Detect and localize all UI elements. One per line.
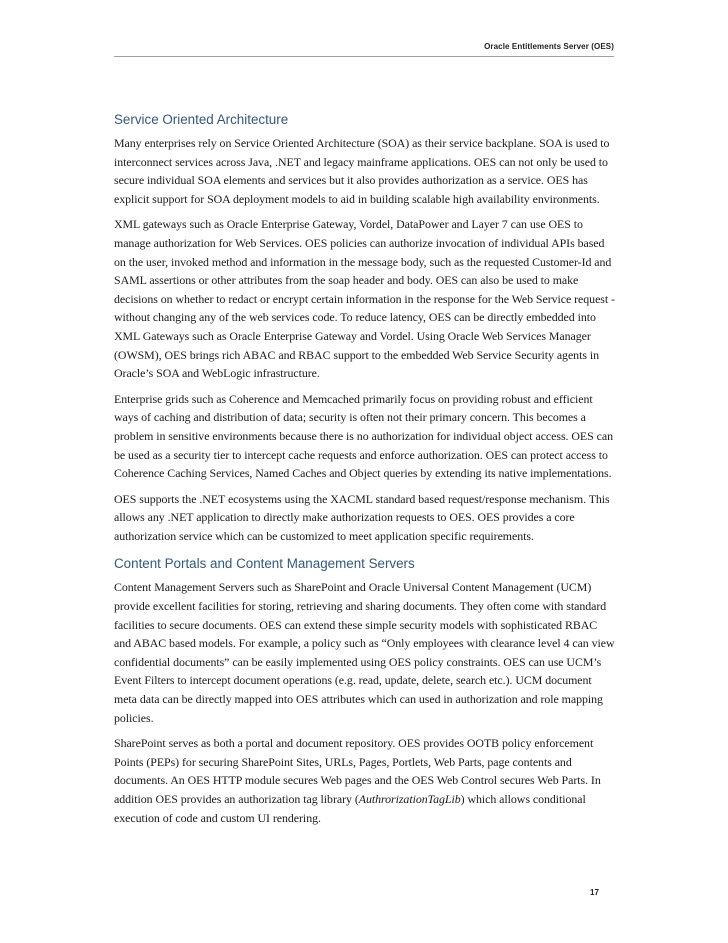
paragraph-sharepoint — [114, 734, 616, 827]
running-header-title: Oracle Entitlements Server (OES) — [484, 42, 614, 51]
paragraph: XML gateways such as Oracle Enterprise Gateway, Vordel, DataPower and Layer 7 can use OES to manage authorization for Web Services. OES policies can authorize invocation of individual APIs based on the user, invoked method and information in the message body, such as the requested Customer-Id and SAML assertions or other attributes from the soap header and body. OES can also be used to make decisions on whether to redact or encrypt certain information in the response for the Web Service request - without changing any of the web services code. To reduce latency, OES can be directly embedded into XML Gateways such as Oracle Enterprise Gateway and Vordel. Using Oracle Web Services Manager (OWSM), OES brings rich ABAC and RBAC support to the embedded Web Service Security agents in Oracle’s SOA and WebLogic infrastructure. — [114, 217, 615, 381]
document-body — [114, 111, 616, 834]
header-divider — [114, 56, 614, 57]
paragraph: Many enterprises rely on Service Oriented Architecture (SOA) as their service backplane. SOA is used to interconnect services across Java, .NET and legacy mainframe applications. OES can not only be used to secure individual SOA elements and services but it also provides authorization as a service. OES has explicit support for SOA deployment models to aid in building scalable high availability environments. — [114, 136, 610, 206]
page-number: 17 — [590, 888, 599, 897]
paragraph: Enterprise grids such as Coherence and Memcached primarily focus on providing robust and efficient ways of caching and distribution of data; security is often not their primary concern. This becomes a problem in sensitive environments because there is no authorization for individual object access. OES can be used as a security tier to intercept cache requests and enforce authorization. OES can protect access to Coherence Caching Services, Named Caches and Object queries by extending its native implementations. — [114, 391, 613, 481]
section-heading-soa: Service Oriented Architecture — [114, 112, 289, 127]
paragraph: OES supports the .NET ecosystems using the XACML standard based request/response mechanism. This allows any .NET application to directly make authorization requests to OES. OES provides a core authorization service which can be customized to meet application specific requirements. — [114, 491, 610, 543]
sharepoint-text-before: SharePoint serves as both a portal and document repository. OES provides OOTB policy enforcement Points (PEPs) for securing SharePoint Sites, URLs, Pages, Portlets, Web Parts, page contents and documents. An OES HTTP module secures Web pages and the OES Web Control secures Web Parts. In addition OES provides an authorization tag library ( — [114, 736, 601, 806]
sharepoint-text-after: ) which allows conditional execution of code and custom UI rendering. — [114, 792, 586, 825]
section-heading-content-portals: Content Portals and Content Management Servers — [114, 556, 415, 572]
tag-library-name: AuthrorizationTagLib — [358, 792, 461, 806]
paragraph: Content Management Servers such as SharePoint and Oracle Universal Content Management (UCM) provide excellent facilities for storing, retrieving and sharing documents. They often come with standard facilities to secure documents. OES can extend these simple security models with sophisticated RBAC and ABAC based models. For example, a policy such as “Only employees with clearance level 4 can view confidential documents” can be easily implemented using OES policy constraints. OES can use UCM’s Event Filters to intercept document operations (e.g. read, update, delete, search etc.). UCM document meta data can be directly mapped into OES attributes which can used in authorization and role mapping policies. — [114, 580, 615, 725]
